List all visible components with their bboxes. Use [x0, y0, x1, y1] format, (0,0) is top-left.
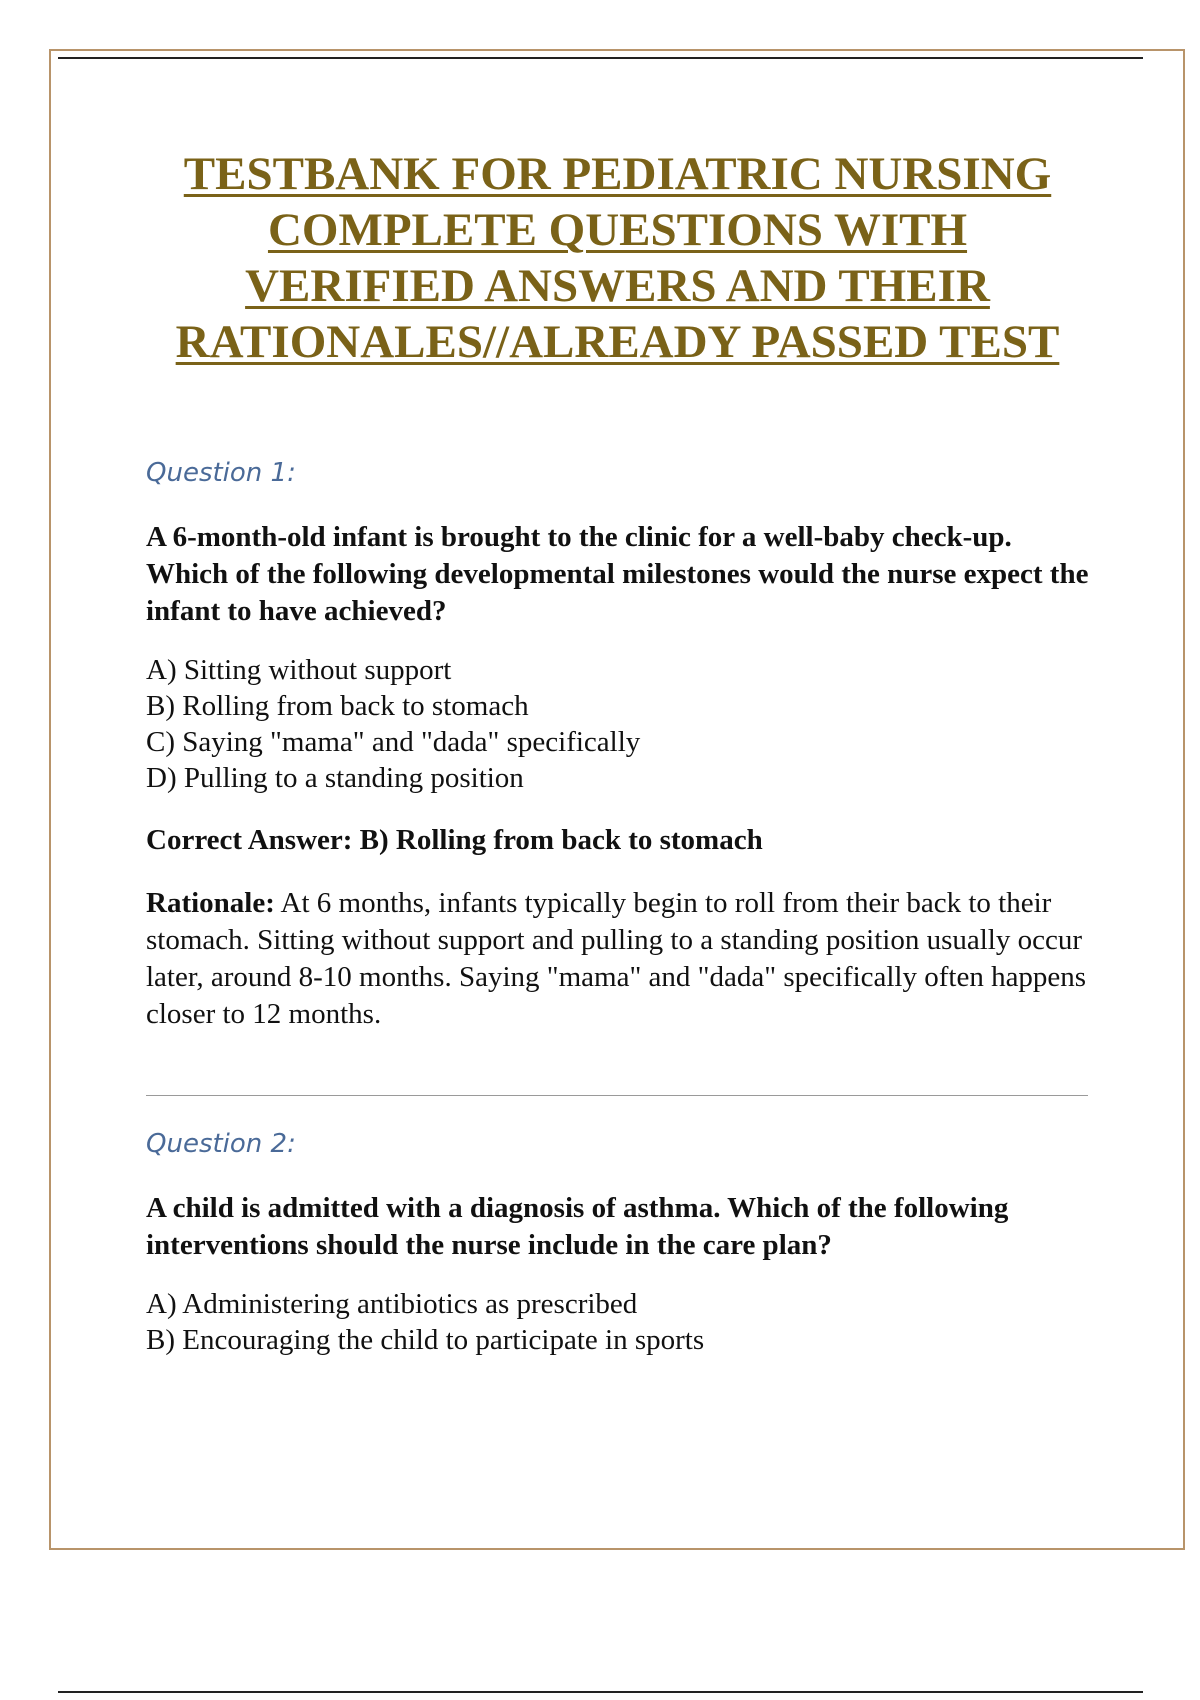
question-text: A 6-month-old infant is brought to the clinic for a well-baby check-up. Which of the following developmental milestones would the nurse expect the infant to have achieved? [146, 521, 1089, 627]
rationale [146, 885, 1096, 1033]
top-rule [58, 57, 1143, 59]
rationale-label: Rationale: [146, 887, 275, 919]
bottom-rule [58, 1691, 1143, 1693]
question-divider [146, 1095, 1088, 1096]
title-line: TESTBANK FOR PEDIATRIC NURSING [183, 148, 1052, 200]
question-label: Question 2: [146, 1129, 296, 1159]
document-title [100, 146, 1135, 370]
title-line: COMPLETE QUESTIONS WITH [267, 204, 968, 256]
option-b: B) Encouraging the child to participate in sports [146, 1324, 705, 1356]
answer-options [146, 1286, 1096, 1358]
answer-options [146, 652, 1096, 796]
title-line: RATIONALES//ALREADY PASSED TEST [175, 316, 1060, 368]
option-a: A) Sitting without support [146, 654, 452, 686]
option-a: A) Administering antibiotics as prescribed [146, 1288, 638, 1320]
rationale-text: At 6 months, infants typically begin to roll from their back to their stomach. Sitting without support and pulling to a standing position usually occur later, around 8-10 months. Saying "mama" and "dada" specifically often happens closer to 12 months. [146, 887, 1087, 1030]
correct-answer: Correct Answer: B) Rolling from back to stomach [146, 824, 763, 856]
option-c: C) Saying "mama" and "dada" specifically [146, 726, 641, 758]
option-b: B) Rolling from back to stomach [146, 690, 529, 722]
question-label: Question 1: [146, 458, 296, 488]
title-line: VERIFIED ANSWERS AND THEIR [245, 260, 990, 312]
option-d: D) Pulling to a standing position [146, 762, 524, 794]
question-list [146, 455, 1096, 1384]
question-text: A child is admitted with a diagnosis of asthma. Which of the following interventions should the nurse include in the care plan? [146, 1192, 1009, 1261]
question-1 [146, 455, 1096, 1033]
question-2 [146, 1126, 1096, 1358]
